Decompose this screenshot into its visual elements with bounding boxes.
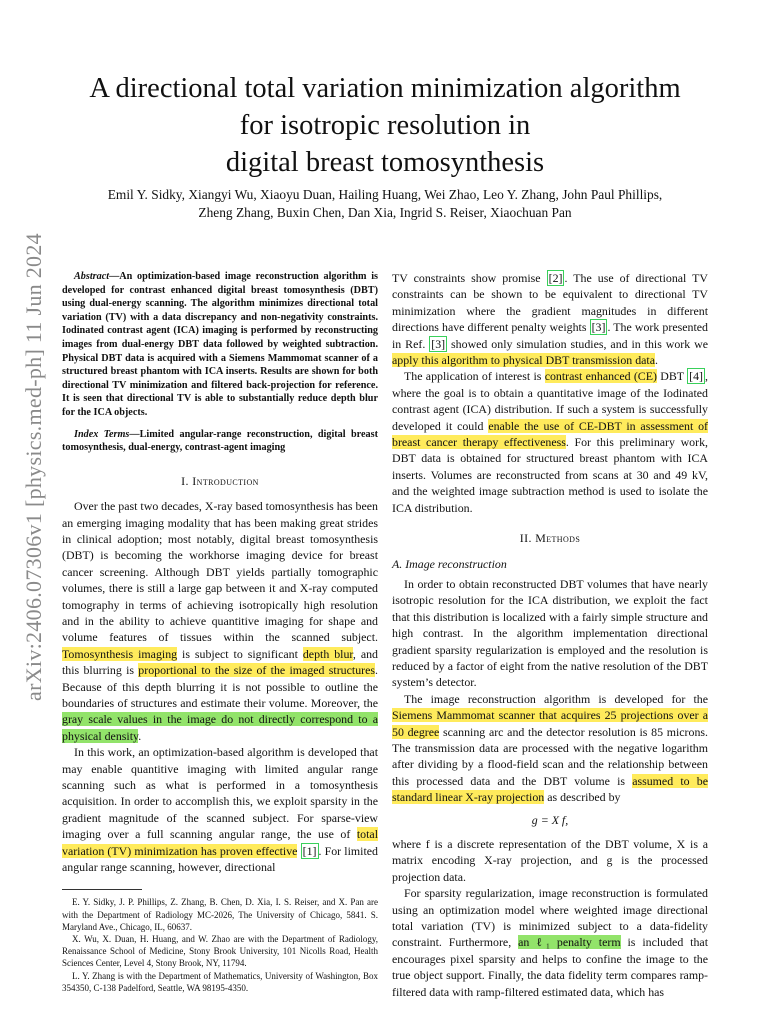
text-run: is subject to significant	[177, 646, 303, 661]
text-run: DBT	[656, 369, 688, 384]
footnotes	[62, 896, 378, 994]
intro-paragraph-2	[62, 744, 378, 875]
intro-paragraph-1	[62, 498, 378, 744]
arxiv-stamp	[20, 232, 48, 702]
title-line: for isotropic resolution in	[239, 110, 531, 141]
right-column	[392, 270, 708, 1000]
text-run: , where the goal is to obtain a quantitative image of the Iodinated contrast agent (ICA) distribution. If such a system is successfully developed it could	[392, 369, 709, 433]
highlight-yellow: enable the use of CE-DBT in assessment of breast cancer therapy effectiveness	[392, 418, 708, 450]
text-run: .	[655, 353, 658, 368]
highlight-yellow: depth blur	[302, 646, 353, 661]
title-line: A directional total variation minimization algorithm	[89, 73, 681, 104]
footnote: E. Y. Sidky, J. P. Phillips, Z. Zhang, B. Chen, D. Xia, I. S. Reiser, and X. Pan are with the Department of Radiology MC-2026, The University of Chicago, 5841. S. Maryland Ave., Chicago, IL, 60637.	[62, 897, 378, 932]
text-run: . The use of directional TV constraints can be shown to be equivalent to directional TV minimization where the gradient magnitudes in different directions have different penalty weights	[392, 271, 708, 335]
right-paragraph-1	[392, 270, 708, 368]
index-terms-label: Index Terms	[74, 428, 130, 440]
text-run: The application of interest is	[404, 369, 545, 384]
text-run: Over the past two decades, X-ray based tomosynthesis has been an emerging imaging modality that has been making great strides in clinical adoption; most notably, digital breast tomosynthesis (DBT) is becoming the workhorse imaging device for breast cancer screening. Although DBT yields partially tomographic volumes, there is still a large gap between it and X-ray computed tomography in terms of achieving isotropically high resolution and in the ability to achieve quantitive imaging for shape and volume features of tissues within the scanned subject.	[62, 499, 378, 645]
section-heading-methods: II. Methods	[519, 531, 581, 546]
footnote: X. Wu, X. Duan, H. Huang, and W. Zhao are with the Department of Radiology, Renaissance School of Medicine, Stony Brook University, 101 Nicolls Road, Health Sciences Center, Level 4, Stony Brook, NY, 11794.	[62, 934, 378, 969]
methods-paragraph-3: where f is a discrete representation of the DBT volume, X is a matrix encoding X-ray projection, and g is the processed projection data.	[392, 837, 708, 884]
text-run: scanning arc and the detector resolution is 85 microns. The transmission data are processed with the negative logarithm after dividing by a flood-field scan and the relationship between this processed data and the DBT volume is	[392, 724, 709, 788]
title-line: digital breast tomosynthesis	[225, 147, 545, 178]
highlight-green: an ℓ₁ penalty term	[518, 935, 621, 950]
citation-link[interactable]: [3]	[431, 336, 446, 351]
subsection-heading-image-reconstruction: A. Image reconstruction	[392, 556, 507, 571]
citation-link[interactable]: [2]	[548, 271, 563, 285]
text-run: . Because of this depth blurring it is not possible to outline the boundaries of structures and estimate their volume. Moreover, the	[62, 663, 378, 710]
highlight-yellow: Tomosynthesis imaging	[62, 646, 178, 661]
text-run: In this work, an optimization-based algorithm is developed that may enable quantitive imaging with limited angular range scanning such as what is performed in a tomosynthesis acquisition. In order to accomplish this, we exploit sparsity in the gradient magnitude of the scanned subject. For sparse-view imaging over a full scanning angular range, the use of	[62, 745, 378, 842]
text-run: .	[138, 728, 142, 743]
citation-link[interactable]: [1]	[302, 843, 317, 858]
text-run: , and this blurring is	[62, 646, 378, 678]
arxiv-identifier[interactable]: arXiv:2406.07306v1 [physics.med-ph] 11 Jun 2024	[21, 233, 46, 701]
highlight-green: gray scale values in the image do not directly correspond to a physical density	[62, 712, 378, 743]
section-heading-introduction: I. Introduction	[181, 473, 259, 488]
text-run: For sparsity regularization, image reconstruction is formulated using an optimization model where weighted image directional total variation (TV) is minimized subject to a data-fidelity constraint. Furthermore,	[392, 886, 708, 950]
author-line: Emil Y. Sidky, Xiangyi Wu, Xiaoyu Duan, Hailing Huang, Wei Zhao, Leo Y. Zhang, John Paul Phillips,	[107, 187, 663, 202]
highlight-yellow: proportional to the size of the imaged structures	[138, 663, 376, 678]
highlight-yellow: contrast enhanced (CE)	[544, 369, 657, 384]
methods-paragraph-2	[392, 691, 708, 806]
text-run: as described by	[544, 790, 621, 805]
methods-paragraph-4	[392, 885, 708, 1000]
citation-link[interactable]: [4]	[689, 369, 704, 384]
methods-paragraph-1: In order to obtain reconstructed DBT volumes that have nearly isotropic resolution for the ICA distribution, we exploit the fact that this distribution is localized with a fairly simple structure and high contrast. In the algorithm implementation directional gradient sparsity regularization is employed and the resolution is reduced by a factor of eight from the native resolution of the DBT system’s detector.	[392, 576, 708, 690]
text-run: . For this preliminary work, DBT data is obtained for structured breast phantom with ICA inserts. Volumes are reconstructed from scans at 30 and 49 kV, and the weighted image subtraction method is used to isolate the ICA distribution.	[392, 435, 708, 515]
text-run: The image reconstruction algorithm is developed for the	[404, 691, 708, 706]
paper-title	[40, 70, 730, 181]
footnote-rule	[62, 889, 142, 890]
equation: g = X f,	[531, 812, 569, 827]
text-run: . The work presented in Ref.	[392, 320, 708, 351]
text-run: showed only simulation studies, and in this work we	[447, 336, 709, 351]
abstract	[62, 270, 378, 420]
citation-link[interactable]: [3]	[591, 320, 606, 335]
abstract-text: —An optimization-based image reconstruction algorithm is developed for contrast enhanced digital breast tomosynthesis (DBT) using dual-energy scanning. The algorithm minimizes directional total variation (TV) with a data discrepancy and non-negativity constraints. Iodinated contrast agent (ICA) imaging is performed by reconstructing images from dual-energy DBT data followed by weighted subtraction. Physical DBT data is acquired with a Siemens Mammomat scanner of a structured breast phantom with ICA inserts. Results are shown for both directional TV minimization and filtered back-projection for reference. It is seen that directional TV is able to substantially reduce depth blur for the ICA objects.	[62, 271, 378, 418]
highlight-yellow: total variation (TV) minimization has proven effective	[62, 827, 378, 858]
highlight-yellow: assumed to be standard linear X-ray projection	[392, 773, 708, 805]
highlight-yellow: apply this algorithm to physical DBT transmission data	[392, 353, 655, 368]
author-line: Zheng Zhang, Buxin Chen, Dan Xia, Ingrid S. Reiser, Xiaochuan Pan	[198, 205, 572, 220]
text-run: is included that encourages pixel sparsity and helps to confine the image to the true object support. Finally, the data fidelity term compares ramp-filtered data with ramp-filtered estimated data, which has	[392, 935, 708, 999]
left-column	[62, 270, 378, 994]
footnote: L. Y. Zhang is with the Department of Mathematics, University of Washington, Box 354350, C-138 Padelford, Seattle, WA 98195-4350.	[62, 970, 378, 993]
author-list	[60, 186, 710, 222]
index-terms-text: —Limited angular-range reconstruction, digital breast tomosynthesis, dual-energy, contrast-agent imaging	[62, 428, 378, 454]
right-paragraph-2	[392, 368, 708, 516]
text-run: TV constraints show promise	[392, 271, 547, 285]
index-terms	[62, 428, 378, 455]
highlight-yellow: Siemens Mammomat scanner that acquires 25 projections over a 50 degree	[392, 708, 708, 739]
abstract-label: Abstract	[74, 271, 110, 282]
text-run: . For limited angular range scanning, however, directional	[62, 843, 378, 875]
